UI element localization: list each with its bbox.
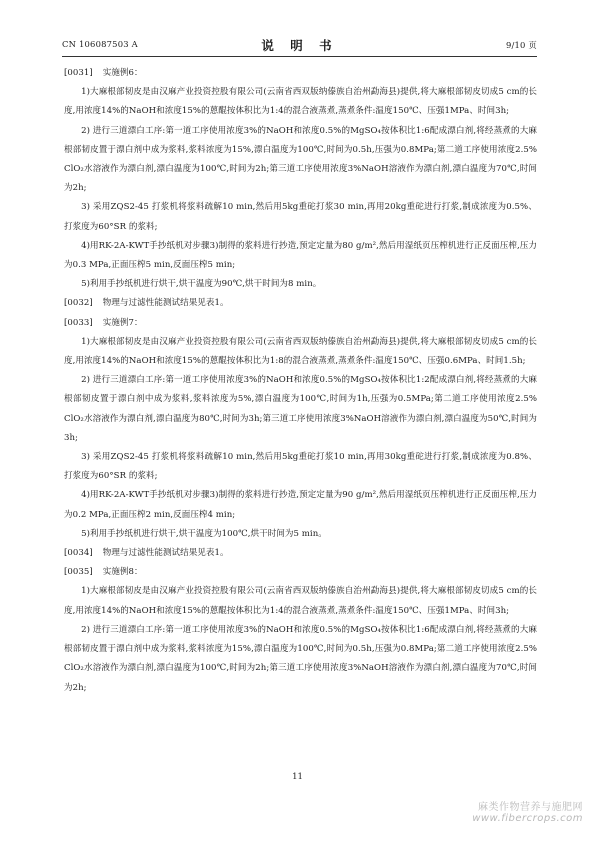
- step-paragraph: 2) 进行三道漂白工序:第一道工序使用浓度3%的NaOH和浓度0.5%的MgSO₄按体积比1:6配成漂白剂,将经蒸煮的大麻根部韧皮置于漂白剂中成为浆料,浆料浓度为15%,漂白温度为100℃,时间为0.5h,压强为0.8MPa;第二道工序使用浓度2.5% ClO₂水溶液作为漂白剂,漂白温度为100℃,时间为2h;第三道工序使用浓度3%NaOH溶液作为漂白剂,漂白温度为70℃,时间为2h;: [64, 125, 537, 194]
- example-heading: 实施例7：: [102, 317, 143, 328]
- step-paragraph: 3) 采用ZQS2-45 打浆机将浆料疏解10 min,然后用5kg重砣打浆10 min,再用30kg重砣进行打浆,制成浓度为0.8%、打浆度为60°SR 的浆料;: [64, 452, 537, 482]
- document-title: 说 明 书: [261, 38, 338, 53]
- paragraph-text: 物理与过滤性能测试结果见表1。: [102, 548, 229, 559]
- paragraph-number: [0032]: [64, 298, 93, 309]
- example-heading: 实施例8：: [102, 567, 143, 578]
- page-number: 11: [292, 772, 303, 782]
- paragraph-number: [0033]: [64, 317, 93, 328]
- step-paragraph: 4)用RK-2A-KWT手抄纸机对步骤3)制得的浆料进行抄造,预定定量为90 g/m²,然后用湿纸页压榨机进行正反面压榨,压力为0.2 MPa,正面压榨2 min,反面压榨4 min;: [64, 490, 537, 520]
- step-paragraph: 3) 采用ZQS2-45 打浆机将浆料疏解10 min,然后用5kg重砣打浆30 min,再用20kg重砣进行打浆,制成浓度为0.5%、打浆度为60°SR 的浆料;: [64, 202, 537, 232]
- watermark: [472, 798, 583, 824]
- paragraph-0032: [64, 294, 537, 313]
- paragraph-text: 物理与过滤性能测试结果见表1。: [102, 298, 229, 309]
- page-counter: 9/10 页: [505, 40, 537, 50]
- step-paragraph: 1)大麻根部韧皮是由汉麻产业投资控股有限公司(云南省西双版纳傣族自治州勐海县)提供,将大麻根部韧皮切成5 cm的长度,用浓度14%的NaOH和浓度15%的蒽醌按体积比为1:4的混合液蒸煮,蒸煮条件:温度150℃、压强1MPa、时间3h;: [64, 586, 537, 616]
- page-header: [62, 36, 537, 52]
- step-paragraph: 2) 进行三道漂白工序:第一道工序使用浓度3%的NaOH和浓度0.5%的MgSO₄按体积比1:2配成漂白剂,将经蒸煮的大麻根部韧皮置于漂白剂中成为浆料,浆料浓度为5%,漂白温度为100℃,时间为1h,压强为0.5MPa;第二道工序使用浓度2.5% ClO₂水溶液作为漂白剂,漂白温度为80℃,时间为3h;第三道工序使用浓度3%NaOH溶液作为漂白剂,漂白温度为50℃,时间为3h;: [64, 375, 537, 443]
- paragraph-0035: [64, 563, 537, 582]
- header-rule: [62, 56, 537, 57]
- step-paragraph: 5)利用手抄纸机进行烘干,烘干温度为100℃,烘干时间为5 min。: [81, 528, 327, 539]
- paragraph-number: [0034]: [64, 548, 93, 559]
- paragraph-number: [0035]: [64, 567, 93, 578]
- paragraph-0033: [64, 314, 537, 333]
- paragraph-0031: [64, 64, 537, 83]
- step-paragraph: 2) 进行三道漂白工序:第一道工序使用浓度3%的NaOH和浓度0.5%的MgSO₄按体积比1:6配成漂白剂,将经蒸煮的大麻根部韧皮置于漂白剂中成为浆料,浆料浓度为15%,漂白温度为100℃,时间为0.5h,压强为0.8MPa;第二道工序使用浓度2.5% ClO₂水溶液作为漂白剂,漂白温度为100℃,时间为2h;第三道工序使用浓度3%NaOH溶液作为漂白剂,漂白温度为70℃,时间为2h;: [64, 624, 537, 693]
- step-paragraph: 5)利用手抄纸机进行烘干,烘干温度为90℃,烘干时间为8 min。: [81, 279, 322, 290]
- document-body: [64, 64, 537, 698]
- paragraph-0034: [64, 544, 537, 563]
- patent-number: CN 106087503 A: [62, 39, 138, 49]
- step-paragraph: 1)大麻根部韧皮是由汉麻产业投资控股有限公司(云南省西双版纳傣族自治州勐海县)提供,将大麻根部韧皮切成5 cm的长度,用浓度14%的NaOH和浓度15%的蒽醌按体积比为1:4的混合液蒸煮,蒸煮条件:温度150℃、压强1MPa、时间3h;: [64, 87, 537, 117]
- watermark-site-name: 麻类作物营养与施肥网: [478, 802, 583, 813]
- paragraph-number: [0031]: [64, 68, 93, 78]
- step-paragraph: 1)大麻根部韧皮是由汉麻产业投资控股有限公司(云南省西双版纳傣族自治州勐海县)提供,将大麻根部韧皮切成5 cm的长度,用浓度14%的NaOH和浓度15%的蒽醌按体积比为1:8的混合液蒸煮,蒸煮条件:温度150℃、压强0.6MPa、时间1.5h;: [64, 336, 537, 367]
- watermark-url: www.fibercrops.com: [472, 813, 583, 824]
- step-paragraph: 4)用RK-2A-KWT手抄纸机对步骤3)制得的浆料进行抄造,预定定量为80 g/m²,然后用湿纸页压榨机进行正反面压榨,压力为0.3 MPa,正面压榨5 min,反面压榨5 min;: [64, 240, 537, 271]
- example-heading: 实施例6：: [102, 68, 143, 78]
